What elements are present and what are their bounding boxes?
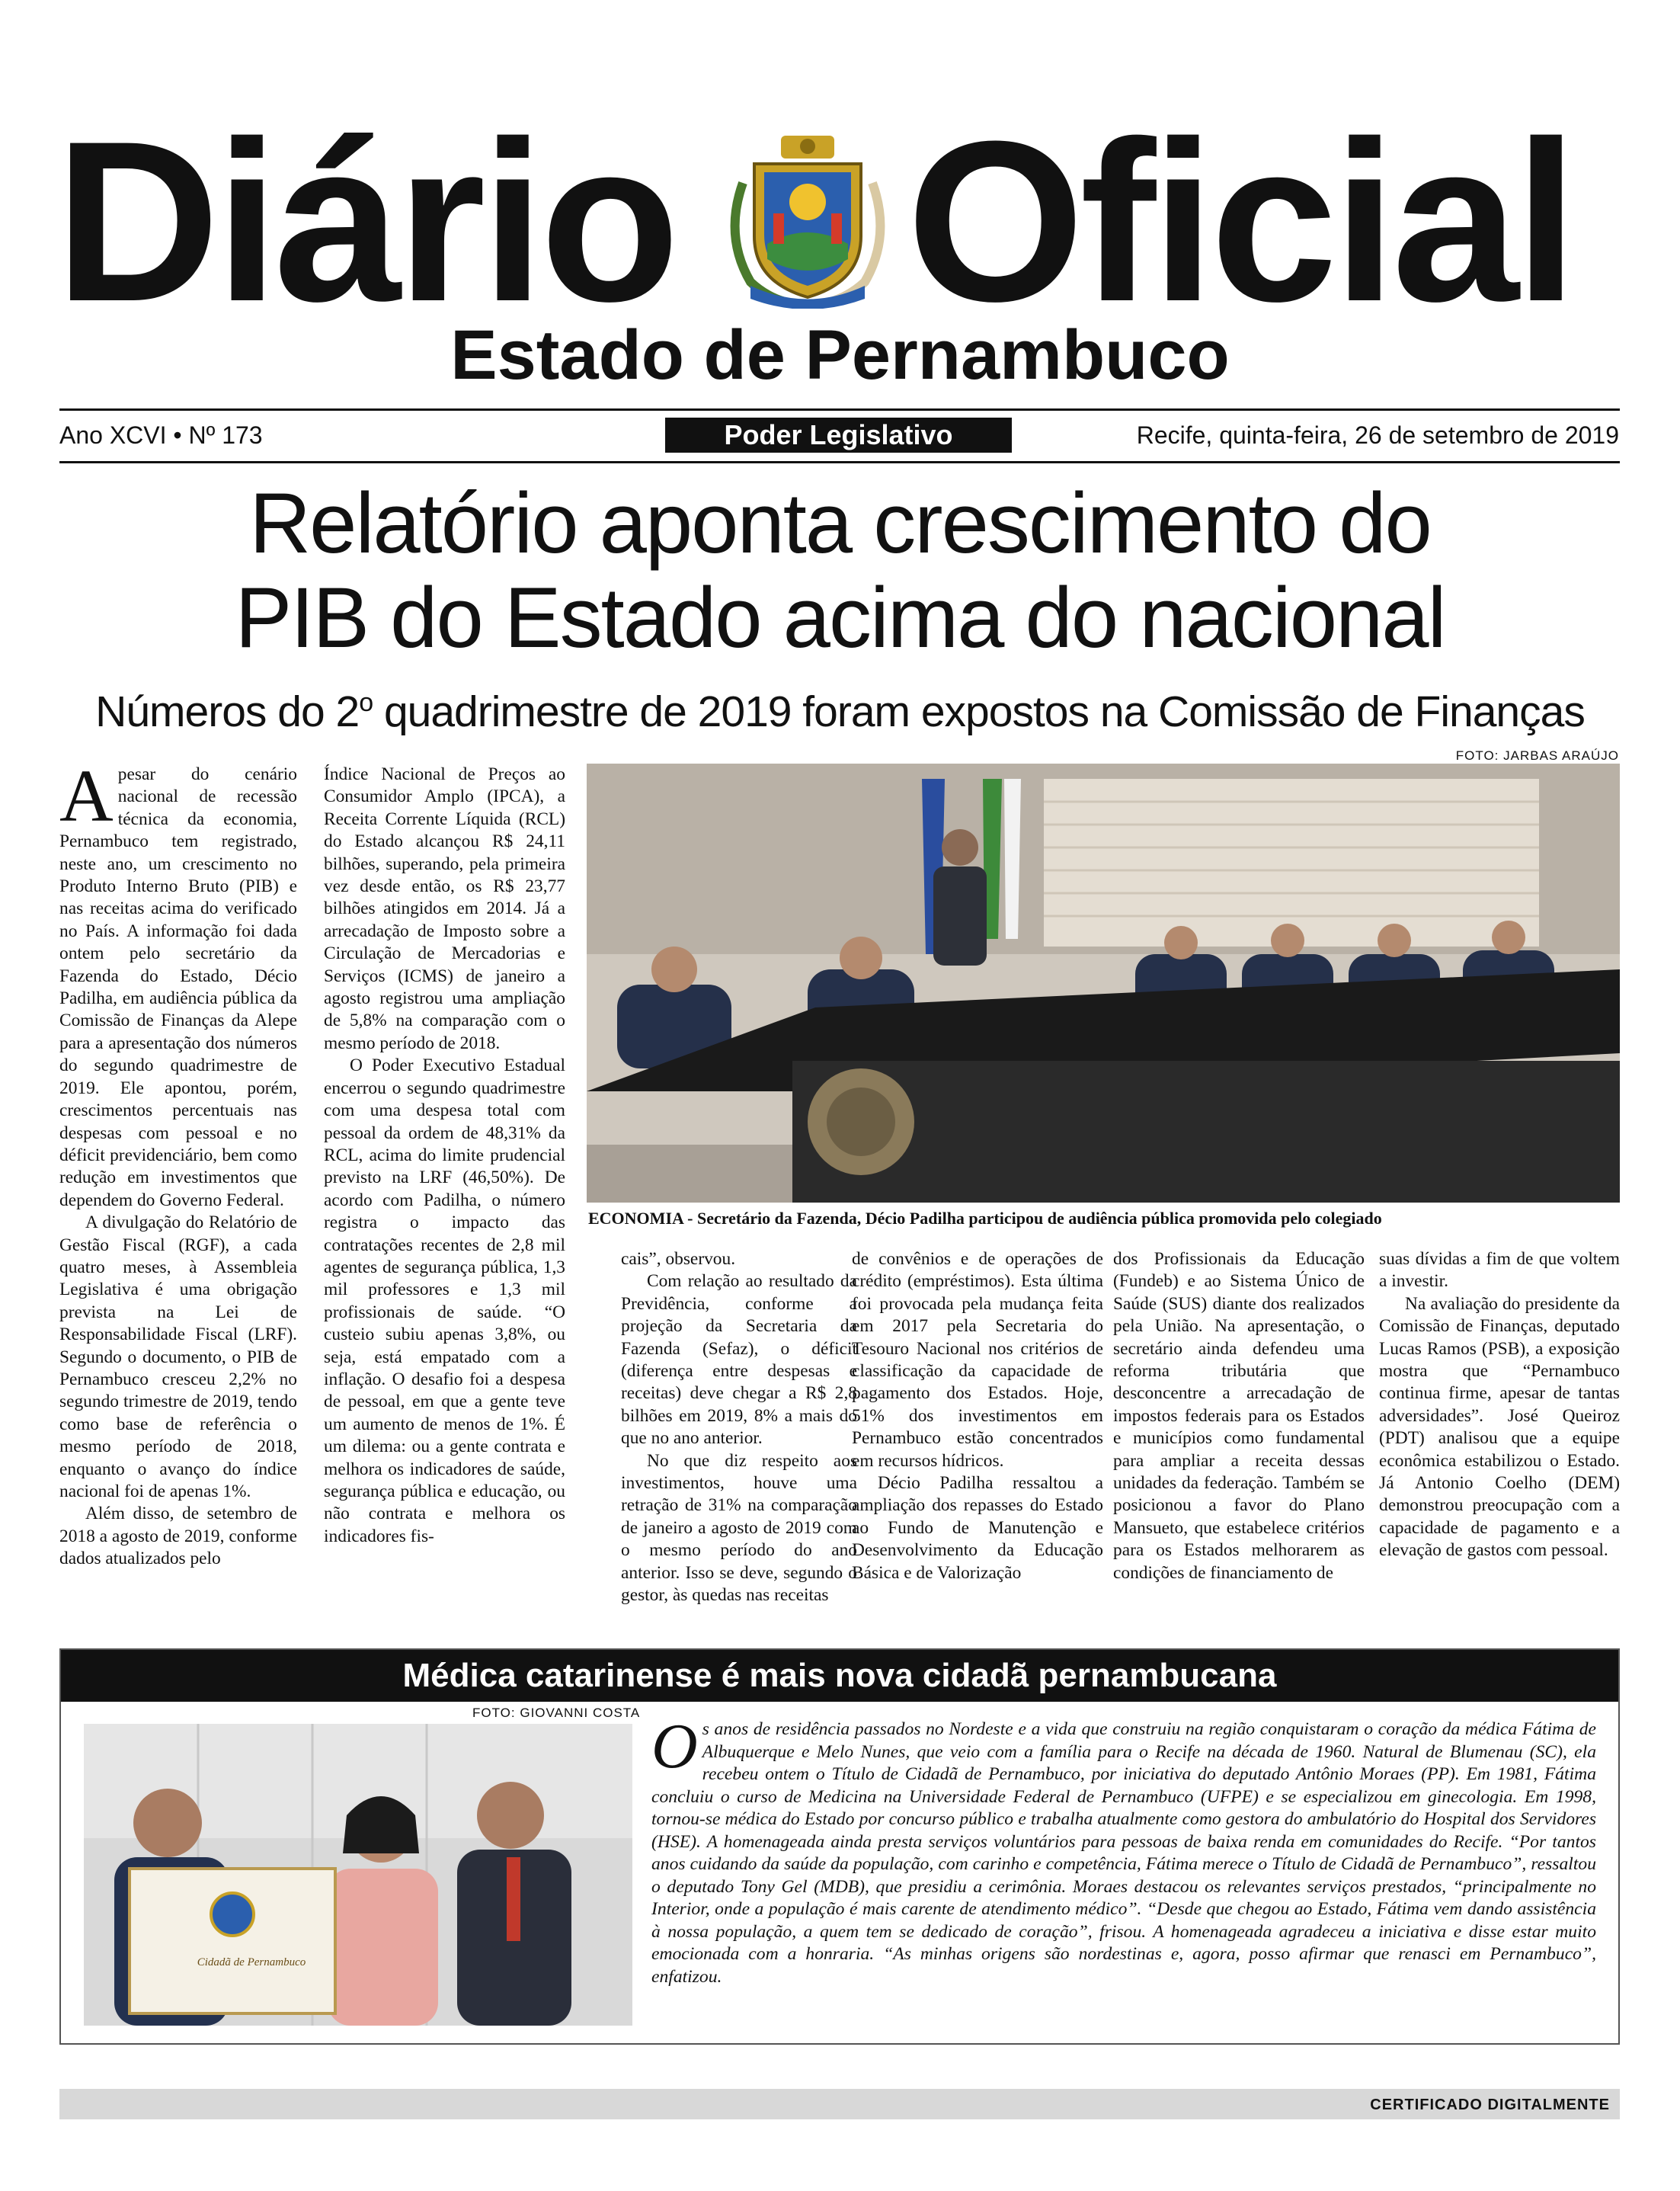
subhead-part2: quadrimestre de 2019 foram expostos na Comissão de Finanças [373, 687, 1585, 736]
photo-credit-main: FOTO: JARBAS ARAÚJO [1455, 748, 1619, 763]
lead-headline-line2: PIB do Estado acima do nacional [235, 570, 1445, 665]
ceremony-photo [84, 1724, 632, 2026]
masthead-subtitle: Estado de Pernambuco [450, 316, 1230, 394]
lead-subhead [0, 687, 1680, 736]
article-paragraph: Com relação ao resultado da Previdência, conforme a projeção da Secretaria da Fazenda (Sefaz), o déficit (diferença entre despesas e receitas) deve chegar a R$ 2,8 bilhões em 2019, 8% a mais do que no ano anterior. [621, 1271, 857, 1449]
masthead-title-right: Oficial [907, 93, 1573, 349]
article-paragraph: Índice Nacional de Preços ao Consumidor Amplo (IPCA), a Receita Corrente Líquida (RCL) do Estado alcançou R$ 24,11 bilhões, superando, pela primeira vez desde então, os R$ 23,77 bilhões atingidos em 2014. Já a arrecadação de Imposto sobre a Circulação de Mercadorias e Serviços (ICMS) de janeiro a agosto registrou uma ampliação de 5,8% na comparação com o mesmo período de 2018. [324, 764, 565, 1053]
ceremony-photo-scene [84, 1724, 632, 2026]
article-paragraph: Décio Padilha ressaltou a ampliação dos repasses do Estado ao Fundo de Manutenção e Desenvolvimento da Educação Básica e de Valorização [852, 1473, 1103, 1583]
article-paragraph: de convênios e de operações de crédito (empréstimos). Esta última foi provocada pela mudança feita em 2017 pela Secretaria do Tesouro Nacional nos critérios de classificação da capacidade de pagamento dos Estados. Hoje, 51% dos investimentos em Pernambuco estão concentrados em recursos hídricos. [852, 1249, 1103, 1471]
lead-headline [0, 476, 1680, 665]
drop-cap: O [651, 1711, 698, 1782]
drop-cap: A [59, 764, 114, 838]
article-column-6 [1379, 1248, 1620, 1622]
article-paragraph: Na avaliação do presidente da Comissão de Finanças, deputado Lucas Ramos (PSB), a exposição mostra que “Pernambuco continua firme, apesar de tantas adversidades”. José Queiroz (PDT) analisou que a equipe econômica estabilizou o Estado. Já Antonio Coelho (DEM) demonstrou preocupação com a capacidade de pagamento e a elevação de gastos com pessoal. [1379, 1293, 1620, 1561]
box-story-headline: Médica catarinense é mais nova cidadã pernambucana [61, 1650, 1618, 1702]
article-paragraph: No que diz respeito aos investimentos, houve uma retração de 31% na comparação de janeiro a agosto de 2019 com o mesmo período do ano anterior. Isso se deve, segundo o gestor, às quedas nas receitas [621, 1450, 857, 1606]
article-column-4 [852, 1248, 1103, 1622]
article-paragraph: Além disso, de setembro de 2018 a agosto de 2019, conforme dados atualizados pelo [59, 1504, 297, 1569]
lead-headline-line1: Relatório aponta crescimento do [249, 476, 1431, 571]
issue-number: Ano XCVI • Nº 173 [59, 421, 263, 449]
article-paragraph: cais”, observou. [621, 1249, 736, 1269]
article-column-1 [59, 764, 297, 1617]
caption-text: Secretário da Fazenda, Décio Padilha participou de audiência pública promovida pelo colegiado [697, 1209, 1382, 1228]
article-column-3 [621, 1248, 857, 1622]
article-column-2 [324, 764, 565, 1617]
article-paragraph: A divulgação do Relatório de Gestão Fiscal (RGF), a cada quatro meses, à Assembleia Legislativa é uma obrigação prevista na Lei de Responsabilidade Fiscal (LRF). Segundo o documento, o PIB de Pernambuco cresceu 2,2% no segundo trimestre de 2019, tendo como base de referência o mesmo período de 2018, enquanto o avanço do índice nacional foi de apenas 1%. [59, 1212, 297, 1501]
article-paragraph: dos Profissionais da Educação (Fundeb) e ao Sistema Único de Saúde (SUS) diante dos realizados pela União. Na apresentação, o secretário ainda defendeu uma reforma tributária que desconcentre a arrecadação de impostos federais para os Estados e municípios como fundamental para ampliar a receita dessas unidades da federação. Também se posicionou a favor do Plano Mansueto, que estabelece critérios para os Estados melhorarem as condições de financiamento de [1113, 1249, 1365, 1583]
paragraph-text: pesar do cenário nacional de recessão técnica da economia, Pernambuco tem registrado, neste ano, um crescimento no Produto Interno Bruto (PIB) e nas receitas acima do verificado no País. A informação foi dada ontem pelo secretário da Fazenda do Estado, Décio Padilha, em audiência pública da Comissão de Finanças da Alepe para a apresentação dos números do segundo quadrimestre de 2019. Ele apontou, porém, crescimentos percentuais nas despesas com pessoal e no déficit previdenciário, bem como redução em investimentos que dependem do Governo Federal. [59, 764, 297, 1210]
masthead-title-left: Diário [55, 93, 676, 349]
box-story-text [651, 1711, 1596, 1988]
certification-label: CERTIFICADO DIGITALMENTE [1370, 2097, 1610, 2113]
subhead-part1: Números do 2 [95, 687, 360, 736]
caption-label: ECONOMIA - [588, 1209, 697, 1228]
article-paragraph [59, 764, 297, 1212]
masthead-rule-top [59, 408, 1620, 411]
section-badge: Poder Legislativo [665, 418, 1012, 453]
masthead-rule-bottom [59, 461, 1620, 463]
article-paragraph: O Poder Executivo Estadual encerrou o segundo quadrimestre com uma despesa total com pessoal da ordem de 48,31% da RCL, acima do limite prudencial previsto na LRF (46,50%). De acordo com Padilha, o número registra o impacto das contratações recentes de 2,8 mil agentes de segurança pública, 1,3 mil professores e 1,3 mil profissionais de saúde. “O custeio subiu apenas 3,8%, ou seja, está empatado com a inflação. O desafio foi a despesa de pessoal, em que a gente teve um aumento de menos de 1%. É um dilema: ou a gente contrata e melhora os indicadores de saúde, segurança pública e educação, ou não contrata e melhora os indicadores fis- [324, 1055, 565, 1546]
article-paragraph: suas dívidas a fim de que voltem a investir. [1379, 1249, 1620, 1292]
photo-credit-box: FOTO: GIOVANNI COSTA [472, 1706, 641, 1720]
dateline: Recife, quinta-feira, 26 de setembro de 2019 [1136, 421, 1619, 449]
subhead-ordinal: o [359, 688, 373, 717]
state-crest-icon [720, 130, 895, 309]
meeting-photo [587, 764, 1620, 1203]
certificate-title: Cidadã de Pernambuco [197, 1956, 306, 1968]
photo-caption [588, 1209, 1621, 1228]
box-story-body: s anos de residência passados no Nordeste e a vida que construiu na região conquistaram o coração da médica Fátima de Albuquerque e Melo Nunes, que veio com a família para o Recife na década de 1960. Natural de Blumenau (SC), ela recebeu ontem o Título de Cidadã de Pernambuco, por iniciativa do deputado Antônio Moraes (PP). Em 1981, Fátima concluiu o curso de Medicina na Universidade Federal de Pernambuco (UFPE) e se especializou em ginecologia. Em 1998, tornou-se médica do Estado por concurso público e trabalha atualmente como gestora do ambulatório do Hospital dos Servidores (HSE). A homenageada ainda presta serviços voluntários para pessoas de baixa renda em comunidades do Recife. “Por tantos anos cuidando da saúde da população, com carinho e competência, Fátima merece o Título de Cidadã de Pernambuco”, ressaltou o deputado Tony Gel (MDB), que presidiu a cerimônia. Moraes destacou os relevantes serviços prestados, “principalmente no Interior, onde a população é mais carente de atendimento médico”. “Desde que chegou ao Estado, Fátima vem dando assistência à nossa população, a quem tem se dedicado de coração”, frisou. A homenageada agradeceu a iniciativa e disse estar muito emocionada com a honraria. “As minhas origens são nordestinas e, agora, posso afirmar que renasci em Pernambuco”, enfatizou. [651, 1719, 1596, 1987]
article-column-5 [1113, 1248, 1365, 1622]
